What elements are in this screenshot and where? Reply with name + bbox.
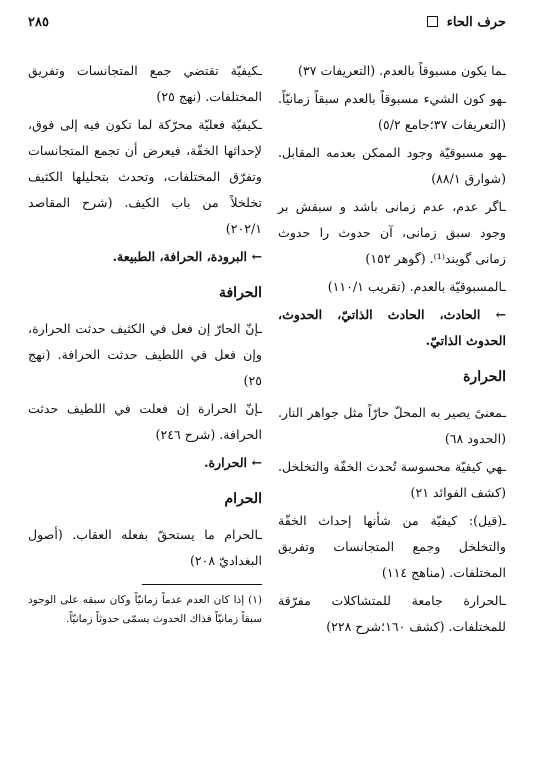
entry-paragraph: ـمعنىً يصير به المحلّ حارّاً مثل جواهر النار. (الحدود ٦٨)	[278, 405, 506, 446]
see-also: ← الحرارة.	[204, 455, 262, 470]
entry-paragraph: ـإنّ الحارّ إن فعل في الكثيف حدثت الحرارة، وإن فعل في اللطيف حدثت الحرافة. (نهج ٢٥)	[28, 321, 262, 388]
header-title: حرف الحاء	[446, 15, 506, 30]
see-also: ← البرودة، الحرافة، الطبيعة.	[112, 249, 262, 264]
entry-paragraph: ـما يكون مسبوقاً بالعدم. (التعريفات ٣٧)	[298, 63, 506, 78]
entry-heading-haram: الحرام	[224, 491, 262, 507]
footnote-divider	[142, 584, 262, 585]
see-also: ← الحادث، الحادث الذاتيّ، الحدوث، الحدوث الذاتيّ.	[278, 307, 506, 348]
page-header	[28, 12, 506, 34]
entry-paragraph: ـالحرام ما يستحقّ بفعله العقاب. (أصول البغداديّ ٢٠٨)	[28, 527, 262, 568]
right-column	[278, 58, 506, 642]
header-title-group	[423, 12, 506, 34]
entry-paragraph: ـهي كيفيّة محسوسة تُحدث الخفّة والتخلخل. (كشف الفوائد ٢١)	[278, 459, 506, 500]
page-number: ٢٨٥	[28, 15, 49, 30]
entry-paragraph: ـكيفيّة فعليّة محرّكة لما تكون فيه إلى فوق، لإحداثها الخفّة، فيعرض أن تجمع المتجانسات وتفرّق المختلفات، وتحدث بتحليلها الكثيف تخلخلاً من باب الكيف. (شرح المقاصد ٢٠٢/١)	[28, 117, 262, 236]
entry-paragraph: ـهو مسبوقيّة وجود الممكن بعدمه المقابل. (شوارق ٨٨/١)	[278, 145, 506, 186]
entry-paragraph: ـ(قيل): كيفيّة من شأنها إحداث الخفّة والتخلخل وجمع المتجانسات وتفريق المختلفات. (مناهج ١١٤)	[278, 513, 506, 580]
entry-paragraph: ـالحرارة جامعة للمتشاكلات مفرّقة للمختلفات. (كشف ١٦٠؛شرح ٢٢٨)	[278, 593, 506, 634]
entry-paragraph: ـهو كون الشيء مسبوقاً بالعدم سبقاً زمانيّاً. (التعريفات ٣٧؛جامع ٥/٢)	[278, 91, 506, 132]
entry-paragraph: ـإنّ الحرارة إن فعلت في اللطيف حدثت الحرافة. (شرح ٢٤٦)	[28, 401, 262, 442]
entry-paragraph: ـاگر عدم، عدم زمانى باشد و سبقش بر وجود سبق زمانى، آن حدوث را حدوث زمانى گويند⁽¹⁾. (گوهر ١٥٢)	[278, 199, 506, 266]
entry-paragraph: ـالمسبوقيّة بالعدم. (تقريب ١١٠/١)	[327, 279, 506, 294]
entry-heading-harafa: الحرافة	[218, 285, 262, 301]
entry-paragraph: ـكيفيّة تقتضي جمع المتجانسات وتفريق المختلفات. (نهج ٢٥)	[28, 63, 262, 104]
footnote: (١) إذا كان العدم عدماً زمانيّاً وكان سبقه على الوجود سبقاً زمانيّاً فذاك الحدوث يسمّى حدوثاً زمانيّاً.	[28, 594, 262, 625]
entry-heading-haraara: الحرارة	[463, 369, 506, 385]
square-icon	[427, 16, 438, 27]
left-column	[28, 58, 262, 631]
